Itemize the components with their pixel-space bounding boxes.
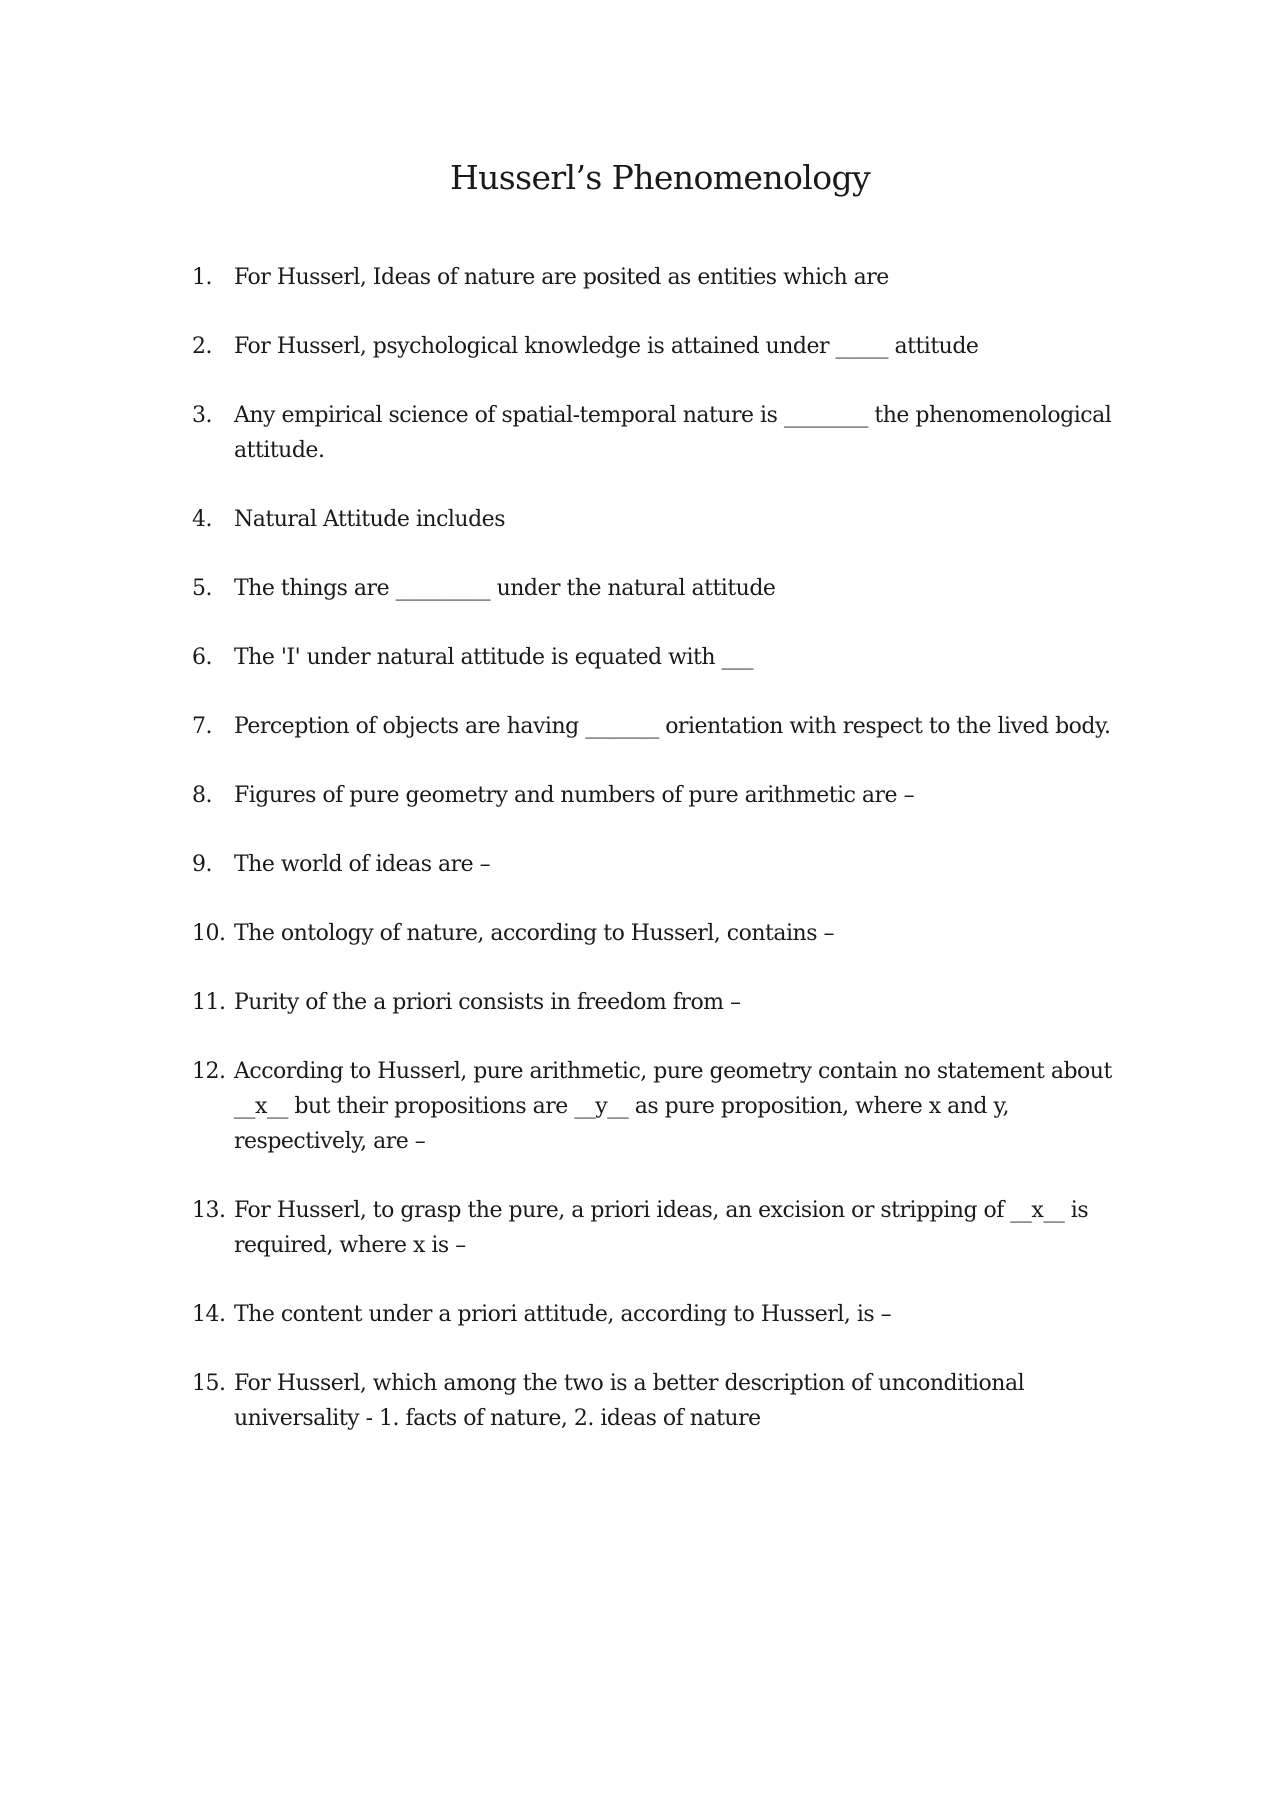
question-text: The things are _________ under the natural attitude <box>234 576 776 601</box>
question-item <box>192 1054 1132 1159</box>
question-number: 14. <box>192 1302 226 1327</box>
question-number: 7. <box>192 714 212 739</box>
question-text: According to Husserl, pure arithmetic, pure geometry contain no statement about __x__ but their propositions are __y__ as pure proposition, where x and y, respectively, are – <box>234 1059 1112 1154</box>
question-text: For Husserl, which among the two is a better description of unconditional universality - 1. facts of nature, 2. ideas of nature <box>234 1371 1025 1431</box>
question-number: 6. <box>192 645 212 670</box>
question-item <box>192 1297 1132 1332</box>
question-number: 8. <box>192 783 212 808</box>
question-number: 4. <box>192 507 212 532</box>
question-text: The content under a priori attitude, according to Husserl, is – <box>234 1302 892 1327</box>
question-item <box>192 916 1132 951</box>
question-number: 5. <box>192 576 212 601</box>
question-number: 3. <box>192 403 212 428</box>
page-title: Husserl’s Phenomenology <box>449 158 871 197</box>
question-list <box>192 260 1132 1470</box>
question-item <box>192 847 1132 882</box>
question-number: 11. <box>192 990 226 1015</box>
question-item <box>192 260 1132 295</box>
question-item <box>192 502 1132 537</box>
question-item <box>192 398 1132 468</box>
question-item <box>192 778 1132 813</box>
question-item <box>192 329 1132 364</box>
question-text: Purity of the a priori consists in freedom from – <box>234 990 741 1015</box>
question-text: Perception of objects are having _______ orientation with respect to the lived body. <box>234 714 1111 739</box>
question-text: For Husserl, Ideas of nature are posited as entities which are <box>234 265 889 290</box>
question-text: Figures of pure geometry and numbers of pure arithmetic are – <box>234 783 915 808</box>
question-item <box>192 985 1132 1020</box>
question-number: 1. <box>192 265 212 290</box>
question-number: 2. <box>192 334 212 359</box>
question-text: Any empirical science of spatial-temporal nature is ________ the phenomenological attitude. <box>234 403 1112 463</box>
question-item <box>192 1366 1132 1436</box>
question-text: For Husserl, psychological knowledge is attained under _____ attitude <box>234 334 979 359</box>
question-text: The ontology of nature, according to Husserl, contains – <box>234 921 834 946</box>
question-item <box>192 1193 1132 1263</box>
question-text: For Husserl, to grasp the pure, a priori ideas, an excision or stripping of __x__ is required, where x is – <box>234 1198 1089 1258</box>
question-text: Natural Attitude includes <box>234 507 505 532</box>
question-number: 9. <box>192 852 212 877</box>
question-item <box>192 640 1132 675</box>
question-item <box>192 709 1132 744</box>
question-text: The 'I' under natural attitude is equated with ___ <box>234 645 753 670</box>
question-item <box>192 571 1132 606</box>
question-number: 13. <box>192 1198 226 1223</box>
question-number: 10. <box>192 921 226 946</box>
question-number: 12. <box>192 1059 226 1084</box>
question-number: 15. <box>192 1371 226 1396</box>
question-text: The world of ideas are – <box>234 852 491 877</box>
